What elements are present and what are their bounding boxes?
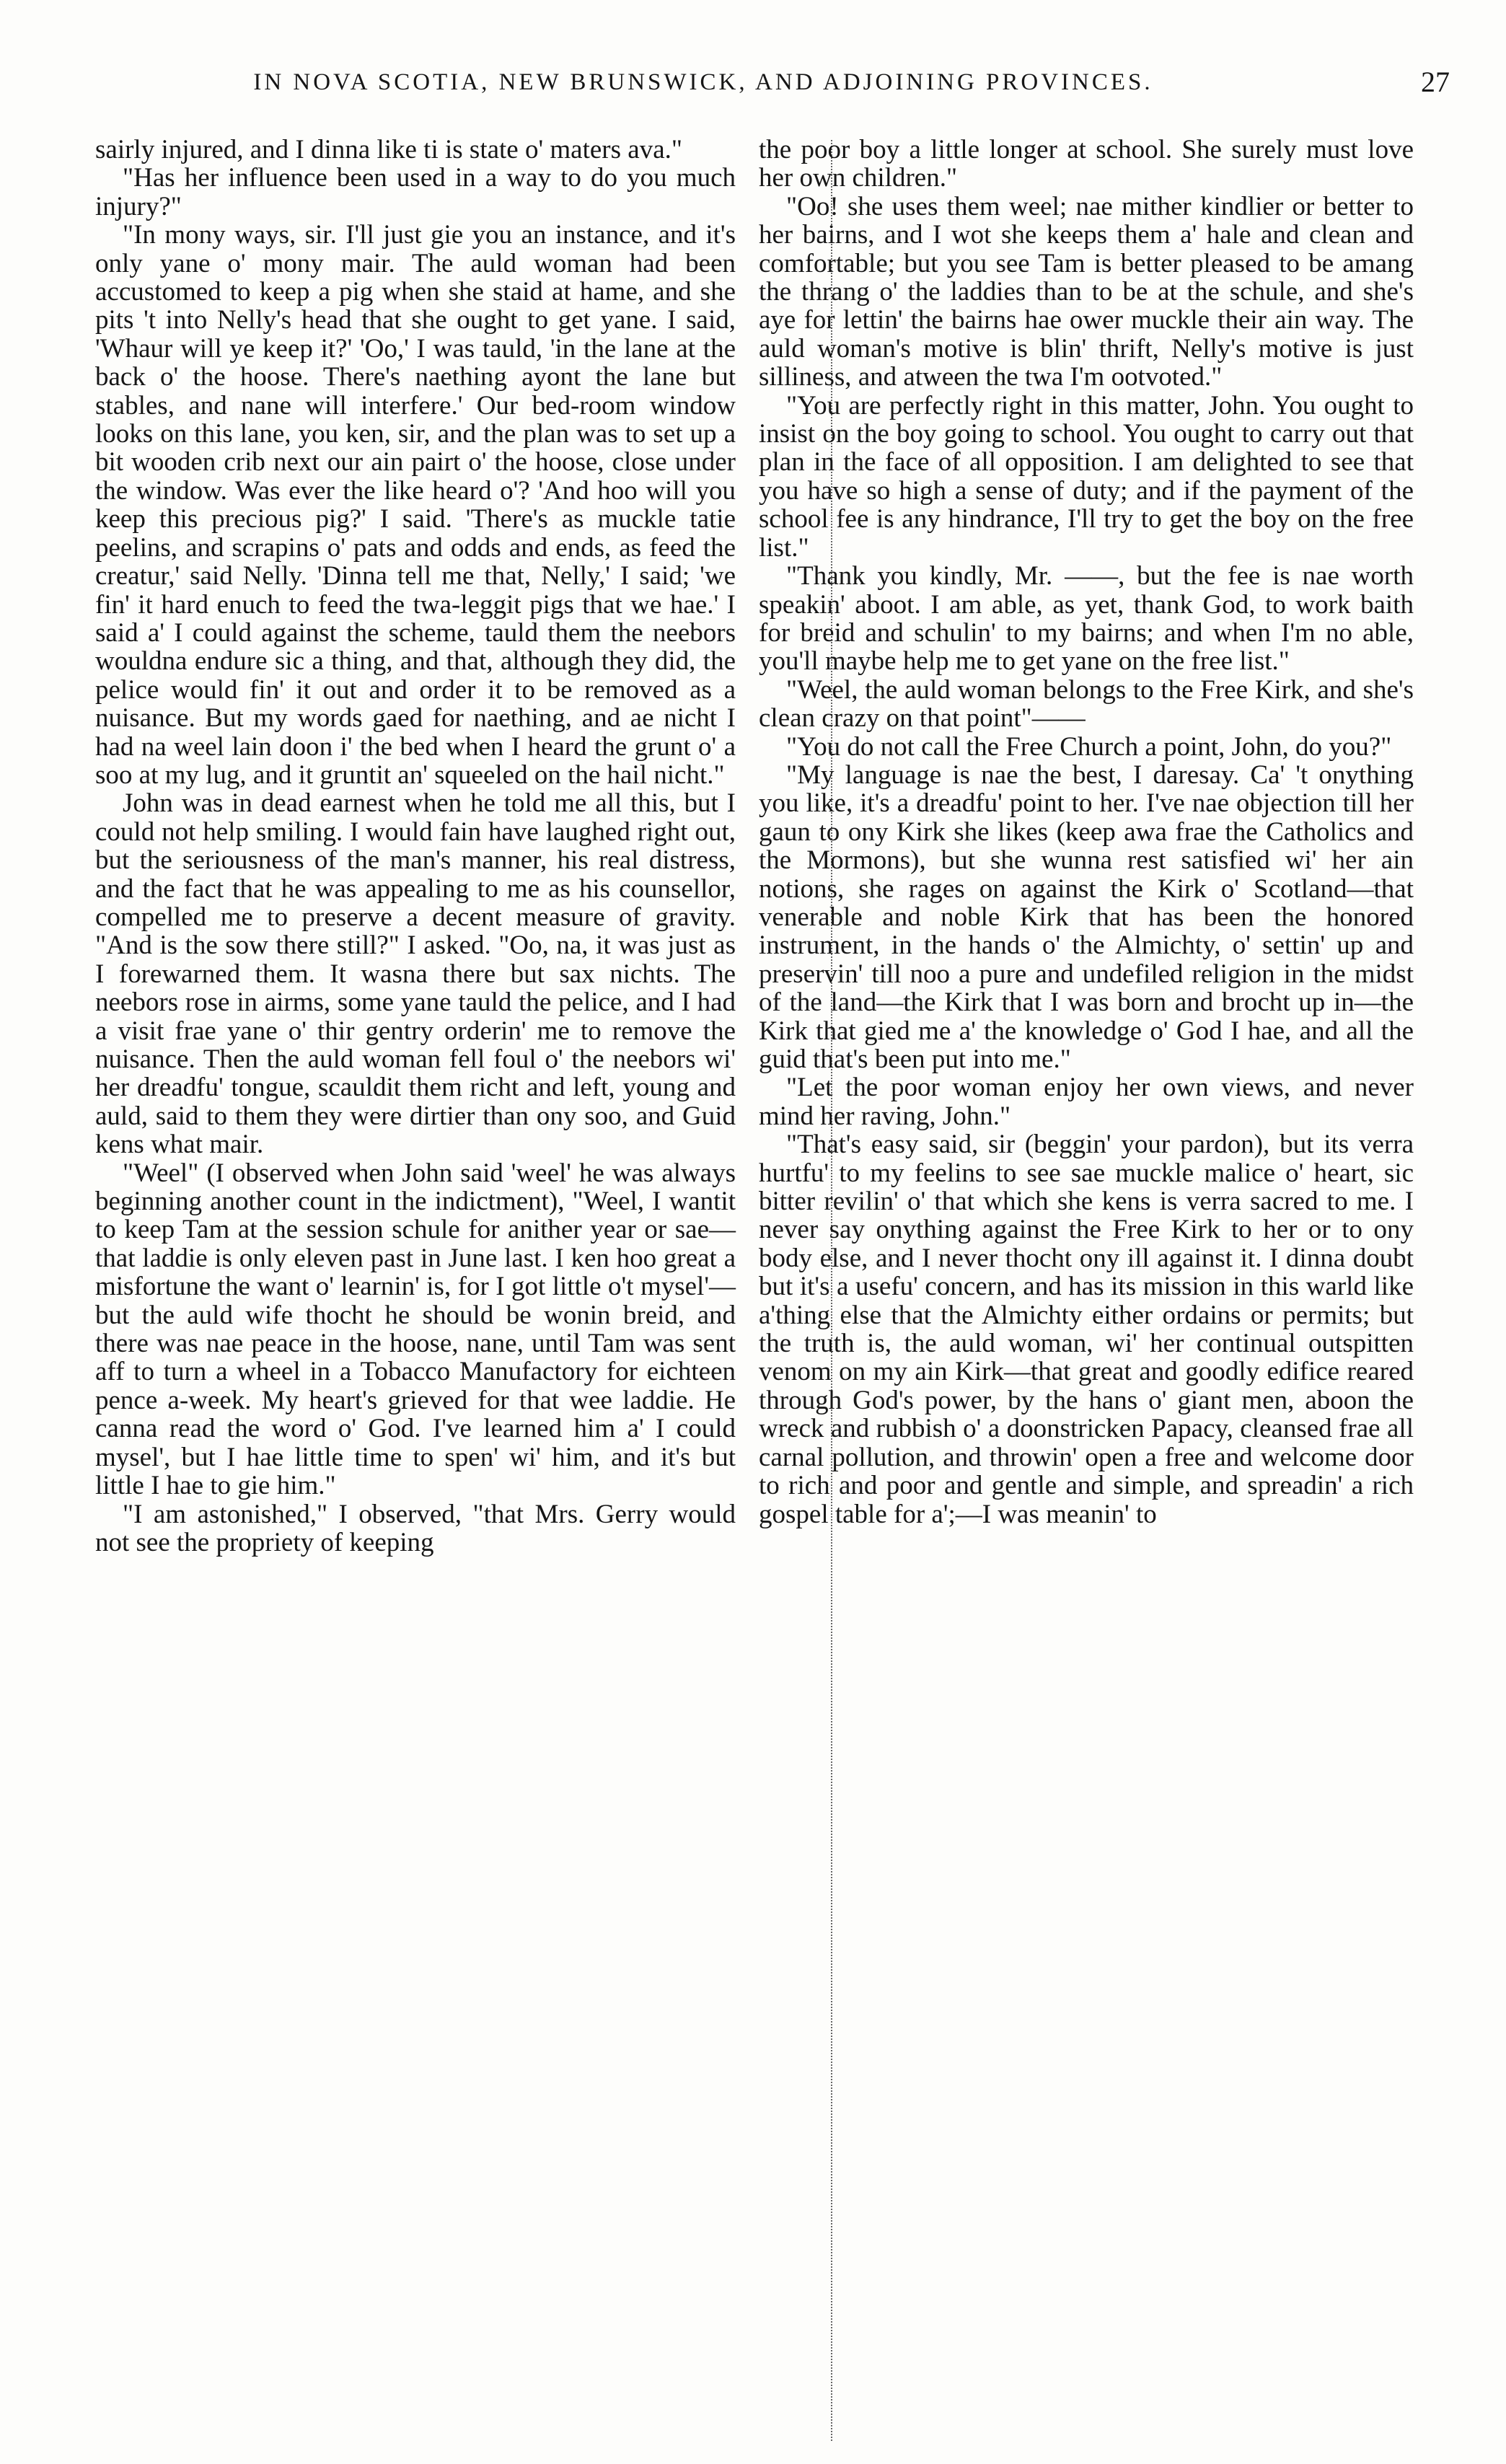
page-number: 27 — [1421, 66, 1450, 98]
running-header — [0, 66, 1506, 113]
paragraph: John was in dead earnest when he told me all this, but I could not help smiling. I would fain have laughed right out, but the seriousness of the man's manner, his real distress, and the fact that he was appealing to me as his counsellor, compelled me to preserve a decent measure of gravity. "And is the sow there still?" I asked. "Oo, na, it was just as I forewarned them. It wasna there but sax nichts. The neebors rose in airms, some yane tauld the pelice, and I had a visit frae yane o' thir gentry orderin' me to remove the nuisance. Then the auld woman fell foul o' the neebors wi' her dreadfu' tongue, scauldit them richt and left, young and auld, said to them they were dirtier than ony soo, and Guid kens what mair. — [95, 788, 736, 1160]
paragraph: "You do not call the Free Church a point, John, do you?" — [786, 731, 1392, 762]
paragraph: "You are perfectly right in this matter, John. You ought to insist on the boy going to school. You ought to carry out that plan in the face of all opposition. I am delighted to see that you have so high a sense of duty; and if the payment of the school fee is any hindrance, I'll try to get the boy on the free list." — [759, 390, 1414, 563]
paragraph: "Oo! she uses them weel; nae mither kindlier or better to her bairns, and I wot she keeps them a' hale and clean and comfortable; but you see Tam is better pleased to be amang the thrang o' the laddies than to be at the schule, and she's aye for lettin' the bairns hae ower muckle their ain way. The auld woman's motive is blin' thrift, Nelly's motive is just silliness, and atween the twa I'm ootvoted." — [759, 191, 1414, 392]
paragraph: the poor boy a little longer at school. She surely must love her own children." — [759, 135, 1414, 193]
paragraph: "I am astonished," I observed, "that Mrs. Gerry would not see the propriety of keeping — [95, 1499, 736, 1557]
left-column — [95, 136, 736, 1557]
paragraph: "That's easy said, sir (beggin' your pardon), but its verra hurtfu' to my feelins to see sae muckle malice o' heart, sic bitter revilin' o' that which she kens is verra sacred to me. I never say onything against the Free Kirk to her or to ony body else, and I never thocht ony ill against it. I dinna doubt but it's a usefu' concern, and has its mission in this warld like a'thing else that the Almichty either ordains or permits; but the truth is, the auld woman, wi' her continual outspitten venom on my ain Kirk—that great and goodly edifice reared through God's power, by the hans o' giant men, aboon the wreck and rubbish o' a doonstricken Papacy, cleansed frae all carnal pollution, and throwin' open a free and welcome door to rich and poor and gentle and simple, and spreadin' a rich gospel table for a';—I was meanin' to — [759, 1130, 1414, 1529]
paragraph: sairly injured, and I dinna like ti is state o' maters ava." — [95, 135, 682, 164]
running-title: IN NOVA SCOTIA, NEW BRUNSWICK, AND ADJOINING PROVINCES. — [253, 69, 1153, 95]
paragraph: "Let the poor woman enjoy her own views, and never mind her raving, John." — [759, 1073, 1414, 1131]
paragraph: "Thank you kindly, Mr. ——, but the fee is nae worth speakin' aboot. I am able, as yet, thank God, to work baith for breid and schulin' to my bairns; and when I'm no able, you'll maybe help me to get yane on the free list." — [759, 561, 1414, 677]
paragraph: "Weel, the auld woman belongs to the Free Kirk, and she's clean crazy on that point"—— — [759, 674, 1414, 734]
right-column — [759, 136, 1414, 1528]
paragraph: "My language is nae the best, I daresay. Ca' 't onything you like, it's a dreadfu' point to her. I've nae objection till her gaun to ony Kirk she likes (keep awa frae the Catholics and the Mormons), but she wunna rest satisfied wi' her ain notions, she rages on against the Kirk o' Scotland—that venerable and noble Kirk that has been the honored instrument, in the hands o' the Almichty, o' settin' up and preservin' till noo a pure and undefiled religion in the midst of the land—the Kirk that I was born and brocht up in—the Kirk that gied me a' the knowledge o' God I hae, and all the guid that's been put into me." — [759, 760, 1414, 1074]
paragraph: "Has her influence been used in a way to do you much injury?" — [95, 163, 736, 221]
paragraph: "Weel" (I observed when John said 'weel' he was always beginning another count in the indictment), "Weel, I wantit to keep Tam at the session schule for anither year or sae—that laddie is only eleven past in June last. I ken hoo great a misfortune the want o' learnin' is, for I got little o't mysel'—but the auld wife thocht he should be wonin breid, and there was nae peace in the hoose, nane, until Tam was sent aff to turn a wheel in a Tobacco Manufactory for eichteen pence a-week. My heart's grieved for that wee laddie. He canna read the word o' God. I've learned him a' I could mysel', but I hae little time to spen' wi' him, and it's but little I hae to gie him." — [95, 1158, 736, 1501]
paragraph: "In mony ways, sir. I'll just gie you an instance, and it's only yane o' mony mair. The auld woman had been accustomed to keep a pig when she staid at hame, and she pits 't into Nelly's head that she ought to get yane. I said, 'Whaur will ye keep it?' 'Oo,' I was tauld, 'in the lane at the back o' the hoose. There's naething ayont the lane but stables, and nane will interfere.' Our bed-room window looks on this lane, you ken, sir, and the plan was to set up a bit wooden crib next our ain pairt o' the hoose, close under the window. Was ever the like heard o'? 'And hoo will you keep this precious pig?' I said. 'There's as muckle tatie peelins, and scrapins o' pats and odds and ends, as feed the creatur,' said Nelly. 'Dinna tell me that, Nelly,' I said; 'we fin' it hard enuch to feed the twa-leggit pigs that we hae.' I said a' I could against the scheme, tauld them the neebors wouldna endure sic a thing, and that, although they did, the pelice would fin' it out and order it to be removed as a nuisance. But my words gaed for naething, and ae nicht I had na weel lain doon i' the bed when I heard the grunt o' a soo at my lug, and it gruntit an' squeeled on the hail nicht." — [95, 220, 736, 790]
text-columns — [95, 136, 1417, 2451]
